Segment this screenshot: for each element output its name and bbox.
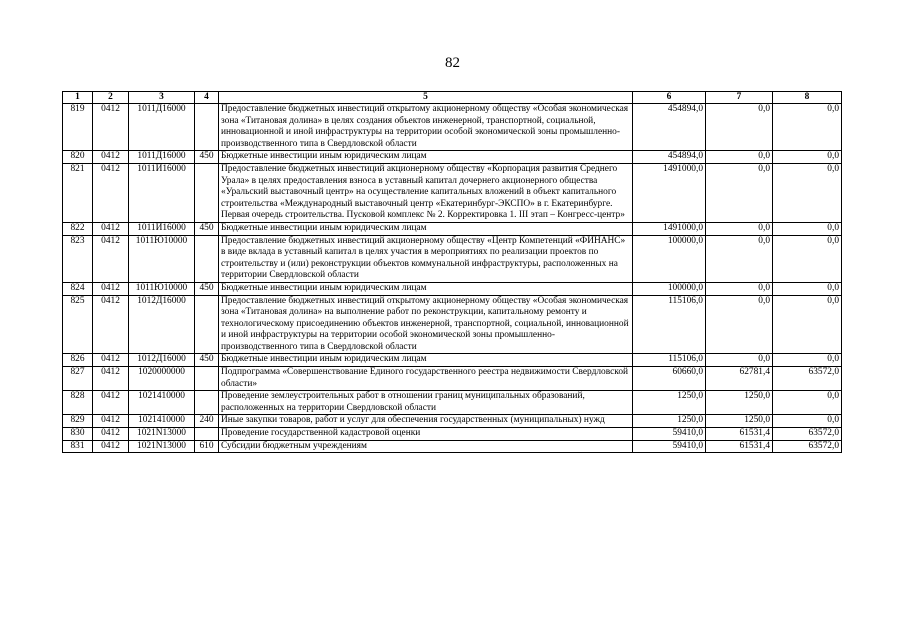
section-code: 0412 bbox=[93, 104, 129, 151]
amount-col-7: 0,0 bbox=[706, 282, 773, 295]
row-number: 825 bbox=[63, 295, 93, 354]
table-row bbox=[63, 235, 842, 282]
expense-type-code: 240 bbox=[195, 415, 219, 428]
col-header-4: 4 bbox=[195, 92, 219, 104]
section-code: 0412 bbox=[93, 163, 129, 222]
section-code: 0412 bbox=[93, 282, 129, 295]
row-description: Подпрограмма «Совершенствование Единого государственного реестра недвижимости Свердловской области» bbox=[219, 367, 633, 391]
amount-col-8: 0,0 bbox=[773, 222, 842, 235]
row-description: Бюджетные инвестиции иным юридическим лицам bbox=[219, 354, 633, 367]
amount-col-6: 1250,0 bbox=[633, 391, 706, 415]
budget-table bbox=[62, 91, 842, 453]
amount-col-7: 62781,4 bbox=[706, 367, 773, 391]
amount-col-7: 0,0 bbox=[706, 222, 773, 235]
expense-type-code bbox=[195, 295, 219, 354]
table-row bbox=[63, 104, 842, 151]
amount-col-8: 0,0 bbox=[773, 391, 842, 415]
target-article-code: 1011Ю10000 bbox=[129, 235, 195, 282]
col-header-8: 8 bbox=[773, 92, 842, 104]
section-code: 0412 bbox=[93, 295, 129, 354]
amount-col-8: 0,0 bbox=[773, 151, 842, 164]
amount-col-8: 0,0 bbox=[773, 163, 842, 222]
table-row bbox=[63, 415, 842, 428]
row-number: 828 bbox=[63, 391, 93, 415]
amount-col-8: 0,0 bbox=[773, 235, 842, 282]
target-article-code: 1012Д16000 bbox=[129, 354, 195, 367]
amount-col-6: 100000,0 bbox=[633, 282, 706, 295]
amount-col-7: 0,0 bbox=[706, 163, 773, 222]
row-description: Бюджетные инвестиции иным юридическим лицам bbox=[219, 151, 633, 164]
target-article-code: 1021N13000 bbox=[129, 440, 195, 453]
expense-type-code: 450 bbox=[195, 282, 219, 295]
row-description: Предоставление бюджетных инвестиций открытому акционерному обществу «Особая экономическая зона «Титановая долина» на выполнение работ по реконструкции, капитальному ремонту и технологическому присоединению объектов инженерной, транспортной, социальной, инновационной и иной инфраструктуры на территории особой экономической зоны промышленно-производственного типа в Свердловской области bbox=[219, 295, 633, 354]
target-article-code: 1011Д16000 bbox=[129, 151, 195, 164]
section-code: 0412 bbox=[93, 235, 129, 282]
target-article-code: 1011Ю10000 bbox=[129, 282, 195, 295]
row-number: 821 bbox=[63, 163, 93, 222]
amount-col-6: 1250,0 bbox=[633, 415, 706, 428]
expense-type-code bbox=[195, 428, 219, 441]
target-article-code: 1021410000 bbox=[129, 391, 195, 415]
amount-col-8: 0,0 bbox=[773, 415, 842, 428]
row-number: 831 bbox=[63, 440, 93, 453]
row-description: Иные закупки товаров, работ и услуг для обеспечения государственных (муниципальных) нужд bbox=[219, 415, 633, 428]
section-code: 0412 bbox=[93, 222, 129, 235]
row-number: 829 bbox=[63, 415, 93, 428]
amount-col-8: 0,0 bbox=[773, 354, 842, 367]
section-code: 0412 bbox=[93, 151, 129, 164]
target-article-code: 1021410000 bbox=[129, 415, 195, 428]
amount-col-6: 115106,0 bbox=[633, 295, 706, 354]
amount-col-6: 1491000,0 bbox=[633, 222, 706, 235]
expense-type-code bbox=[195, 367, 219, 391]
row-number: 827 bbox=[63, 367, 93, 391]
row-description: Проведение землеустроительных работ в отношении границ муниципальных образований, расположенных на территории Свердловской области bbox=[219, 391, 633, 415]
table-row bbox=[63, 151, 842, 164]
row-number: 830 bbox=[63, 428, 93, 441]
amount-col-6: 59410,0 bbox=[633, 440, 706, 453]
page-number: 82 bbox=[445, 55, 460, 71]
row-number: 826 bbox=[63, 354, 93, 367]
amount-col-7: 0,0 bbox=[706, 354, 773, 367]
section-code: 0412 bbox=[93, 428, 129, 441]
col-header-1: 1 bbox=[63, 92, 93, 104]
amount-col-8: 63572,0 bbox=[773, 440, 842, 453]
col-header-6: 6 bbox=[633, 92, 706, 104]
target-article-code: 1011Д16000 bbox=[129, 104, 195, 151]
expense-type-code: 450 bbox=[195, 151, 219, 164]
expense-type-code bbox=[195, 391, 219, 415]
row-number: 820 bbox=[63, 151, 93, 164]
col-header-2: 2 bbox=[93, 92, 129, 104]
amount-col-8: 0,0 bbox=[773, 282, 842, 295]
table-row bbox=[63, 391, 842, 415]
target-article-code: 1011И16000 bbox=[129, 222, 195, 235]
table-row bbox=[63, 354, 842, 367]
table-row bbox=[63, 367, 842, 391]
amount-col-7: 0,0 bbox=[706, 104, 773, 151]
section-code: 0412 bbox=[93, 391, 129, 415]
amount-col-8: 63572,0 bbox=[773, 428, 842, 441]
table-row bbox=[63, 428, 842, 441]
table-row bbox=[63, 163, 842, 222]
row-number: 823 bbox=[63, 235, 93, 282]
amount-col-6: 1491000,0 bbox=[633, 163, 706, 222]
amount-col-8: 0,0 bbox=[773, 104, 842, 151]
expense-type-code: 450 bbox=[195, 354, 219, 367]
amount-col-6: 59410,0 bbox=[633, 428, 706, 441]
amount-col-6: 454894,0 bbox=[633, 151, 706, 164]
amount-col-7: 61531,4 bbox=[706, 440, 773, 453]
amount-col-7: 1250,0 bbox=[706, 391, 773, 415]
col-header-7: 7 bbox=[706, 92, 773, 104]
target-article-code: 1020000000 bbox=[129, 367, 195, 391]
header-row bbox=[63, 92, 842, 104]
table-row bbox=[63, 282, 842, 295]
row-number: 824 bbox=[63, 282, 93, 295]
table-row bbox=[63, 440, 842, 453]
amount-col-7: 1250,0 bbox=[706, 415, 773, 428]
row-number: 819 bbox=[63, 104, 93, 151]
amount-col-6: 60660,0 bbox=[633, 367, 706, 391]
col-header-3: 3 bbox=[129, 92, 195, 104]
row-description: Субсидии бюджетным учреждениям bbox=[219, 440, 633, 453]
section-code: 0412 bbox=[93, 440, 129, 453]
target-article-code: 1012Д16000 bbox=[129, 295, 195, 354]
expense-type-code bbox=[195, 235, 219, 282]
target-article-code: 1011И16000 bbox=[129, 163, 195, 222]
row-description: Предоставление бюджетных инвестиций акционерному обществу «Центр Компетенций «ФИНАНС» в виде вклада в уставный капитал в целях участия в мероприятиях по реализации проектов по строительству и (или) реконструкции объектов коммунальной инфраструктуры, расположенных на территории Свердловской области bbox=[219, 235, 633, 282]
expense-type-code: 610 bbox=[195, 440, 219, 453]
section-code: 0412 bbox=[93, 367, 129, 391]
amount-col-7: 0,0 bbox=[706, 235, 773, 282]
row-description: Бюджетные инвестиции иным юридическим лицам bbox=[219, 282, 633, 295]
col-header-5: 5 bbox=[219, 92, 633, 104]
section-code: 0412 bbox=[93, 354, 129, 367]
row-description: Проведение государственной кадастровой оценки bbox=[219, 428, 633, 441]
row-description: Бюджетные инвестиции иным юридическим лицам bbox=[219, 222, 633, 235]
amount-col-8: 63572,0 bbox=[773, 367, 842, 391]
target-article-code: 1021N13000 bbox=[129, 428, 195, 441]
expense-type-code bbox=[195, 163, 219, 222]
row-description: Предоставление бюджетных инвестиций открытому акционерному обществу «Особая экономическая зона «Титановая долина» в целях создания объектов инженерной, транспортной, социальной, инновационной и иной инфраструктуры на территории особой экономической зоны промышленно-производственного типа в Свердловской области bbox=[219, 104, 633, 151]
section-code: 0412 bbox=[93, 415, 129, 428]
table-row bbox=[63, 295, 842, 354]
expense-type-code: 450 bbox=[195, 222, 219, 235]
row-description: Предоставление бюджетных инвестиций акционерному обществу «Корпорация развития Среднего Урала» в целях предоставления взноса в уставный капитал дочернего акционерного общества «Уральский выставочный центр» на осуществление капитальных вложений в объект капитального строительства «Международный выставочный центр «Екатеринбург-ЭКСПО» в г. Екатеринбурге. Первая очередь строительства. Пусковой комплекс № 2. Корректировка 1. III этап – Конгресс-центр» bbox=[219, 163, 633, 222]
amount-col-7: 61531,4 bbox=[706, 428, 773, 441]
table-row bbox=[63, 222, 842, 235]
amount-col-7: 0,0 bbox=[706, 295, 773, 354]
amount-col-6: 115106,0 bbox=[633, 354, 706, 367]
amount-col-7: 0,0 bbox=[706, 151, 773, 164]
amount-col-8: 0,0 bbox=[773, 295, 842, 354]
amount-col-6: 454894,0 bbox=[633, 104, 706, 151]
expense-type-code bbox=[195, 104, 219, 151]
amount-col-6: 100000,0 bbox=[633, 235, 706, 282]
row-number: 822 bbox=[63, 222, 93, 235]
